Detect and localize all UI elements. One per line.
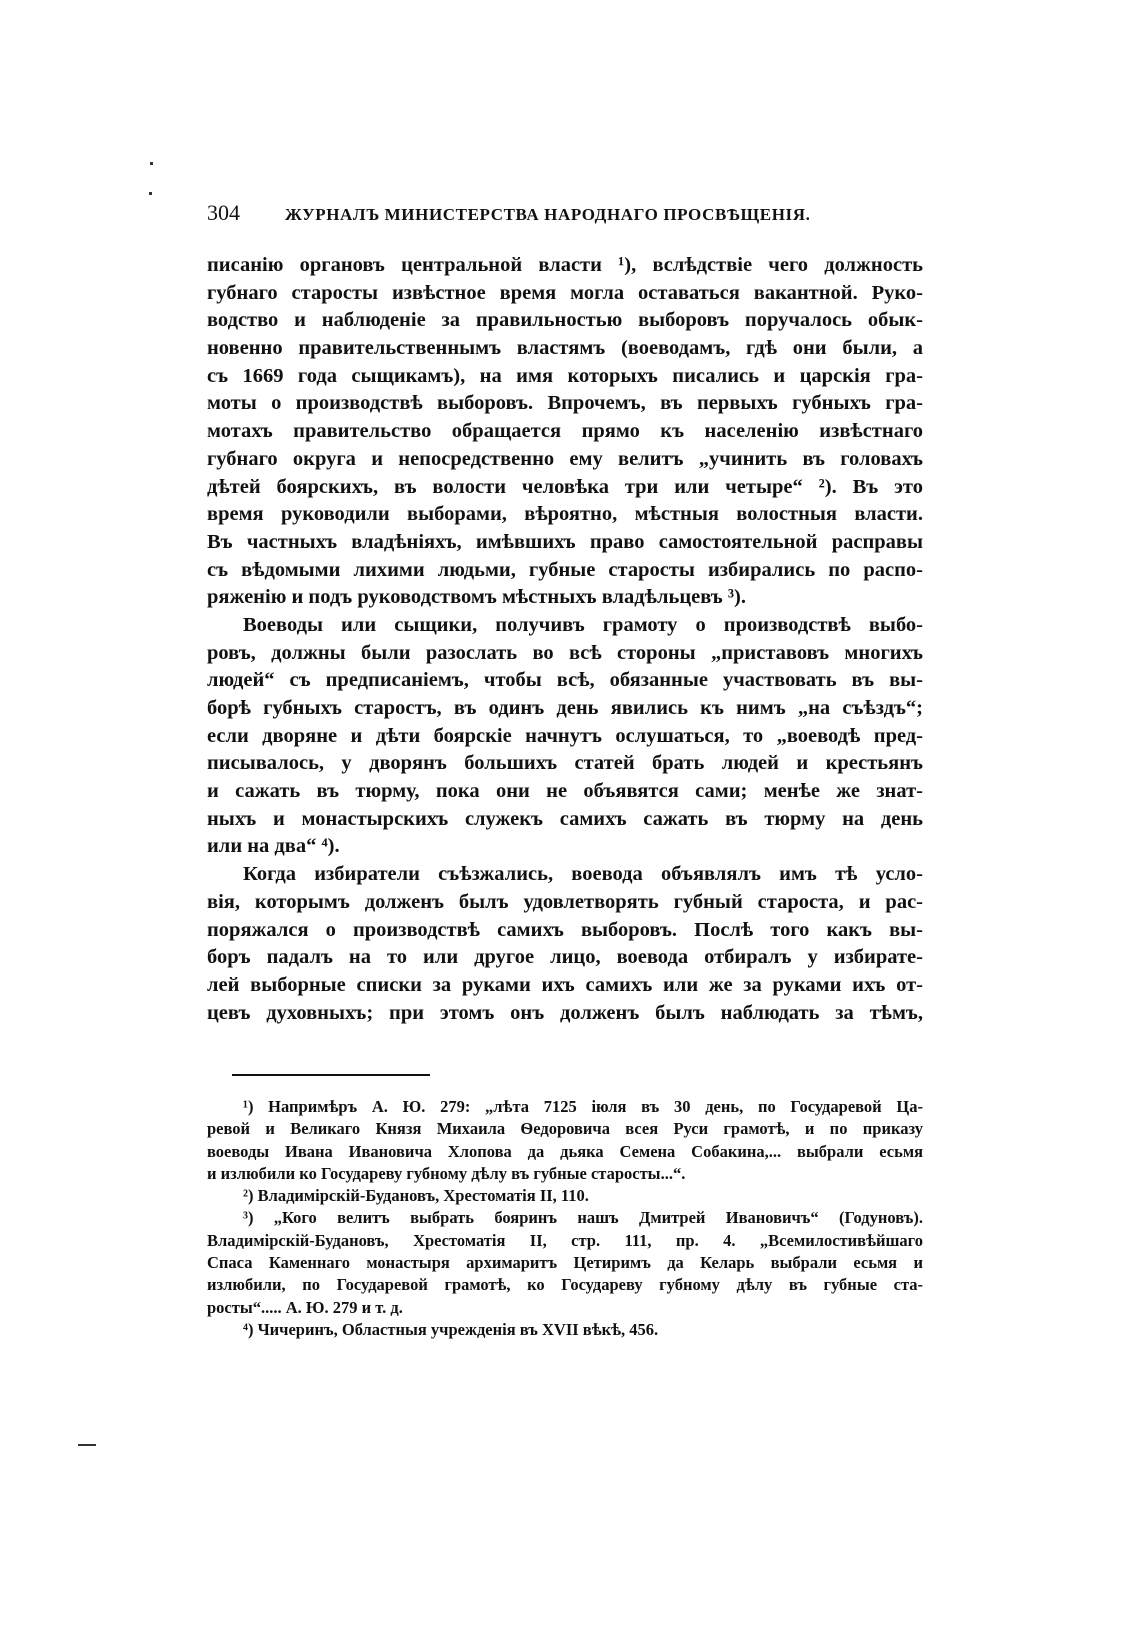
body-line: если дворяне и дѣти боярскіе начнутъ ослушаться, то „воеводѣ пред- <box>207 724 923 747</box>
body-line: или на два“ ⁴). <box>207 835 340 858</box>
footnotes <box>207 1096 923 1341</box>
footnote-divider <box>232 1074 430 1076</box>
body-line: Воеводы или сыщики, получивъ грамоту о производствѣ выбо- <box>243 613 923 636</box>
body-line: и сажать въ тюрму, пока они не объявятся сами; менѣе же знат- <box>207 780 923 803</box>
body-line: губнаго округа и непосредственно ему велитъ „учинить въ головахъ <box>207 447 923 470</box>
body-line: дѣтей боярскихъ, въ волости человѣка три или четыре“ ²). Въ это <box>207 475 923 498</box>
body-line: боръ падалъ на то или другое лицо, воевода отбиралъ у избирате- <box>207 946 923 969</box>
body-line: писывалось, у дворянъ большихъ статей брать людей и крестьянъ <box>207 752 923 775</box>
footnote-line: излюбили, по Государевой грамотѣ, ко Государеву губному дѣлу въ губные ста- <box>207 1275 923 1295</box>
footnote-line: ревой и Великаго Князя Михаила Ѳедоровича всея Руси грамотѣ, и по приказу <box>207 1119 923 1139</box>
body-line: губнаго старосты извѣстное время могла оставаться вакантной. Руко- <box>207 281 923 304</box>
body-line: цевъ духовныхъ; при этомъ онъ долженъ былъ наблюдать за тѣмъ, <box>207 1001 923 1024</box>
body-line: время руководили выборами, вѣроятно, мѣстныя волостныя власти. <box>207 503 923 526</box>
body-line: водство и наблюденіе за правильностью выборовъ поручалось обык- <box>207 309 923 332</box>
footnote-line: ⁴) Чичеринъ, Областныя учрежденія въ XVII вѣкѣ, 456. <box>243 1319 659 1339</box>
scan-speck <box>78 1444 96 1446</box>
body-line: поряжался о производствѣ самихъ выборовъ. Послѣ того какъ вы- <box>207 918 923 941</box>
body-line: людей“ съ предписаніемъ, чтобы всѣ, обязанные участвовать въ вы- <box>207 669 923 692</box>
footnote-line: и излюбили ко Государеву губному дѣлу въ губные старосты...“. <box>207 1163 686 1183</box>
body-line: моты о производствѣ выборовъ. Впрочемъ, въ первыхъ губныхъ гра- <box>207 392 923 415</box>
page-number: 304 <box>207 200 240 225</box>
running-title: ЖУРНАЛЪ МИНИСТЕРСТВА НАРОДНАГО ПРОСВѢЩЕНІЯ. <box>285 205 811 224</box>
body-line: ныхъ и монастырскихъ служекъ самихъ сажать въ тюрму на день <box>207 807 923 830</box>
body-line: вія, которымъ долженъ былъ удовлетворять губный староста, и рас- <box>207 890 923 913</box>
body-line: писанію органовъ центральной власти ¹), вслѣдствіе чего должность <box>207 254 923 276</box>
footnote-line: росты“..... А. Ю. 279 и т. д. <box>207 1297 403 1317</box>
body-line: новенно правительственнымъ властямъ (воеводамъ, гдѣ они были, а <box>207 337 923 360</box>
footnote-line: Владимірскій-Будановъ, Хрестоматія II, стр. 111, пр. 4. „Всемилостивѣйшаго <box>207 1230 923 1250</box>
body-line: съ вѣдомыми лихими людьми, губные старосты избирались по распо- <box>207 558 923 581</box>
running-header <box>207 200 857 230</box>
body-line: съ 1669 года сыщикамъ), на имя которыхъ писались и царскія гра- <box>207 364 923 387</box>
body-line: Когда избиратели съѣзжались, воевода объявлялъ имъ тѣ усло- <box>243 863 923 886</box>
footnote-line: Спаса Каменнаго монастыря архимаритъ Цетиримъ да Келарь выбрали есьмя и <box>207 1253 923 1273</box>
body-line: Въ частныхъ владѣніяхъ, имѣвшихъ право самостоятельной расправы <box>207 530 923 553</box>
footnote-line: ³) „Кого велитъ выбрать бояринъ нашъ Дмитрей Ивановичъ“ (Годуновъ). <box>243 1208 923 1228</box>
scan-speck <box>149 192 152 195</box>
body-line: мотахъ правительство обращается прямо къ населенію извѣстнаго <box>207 420 923 443</box>
body-line: ровъ, должны были разослать во всѣ стороны „приставовъ многихъ <box>207 641 923 664</box>
scan-speck <box>150 162 153 165</box>
body-text <box>207 252 923 1027</box>
footnote-line: воеводы Ивана Ивановича Хлопова да дьяка Семена Собакина,... выбрали есьмя <box>207 1141 923 1161</box>
body-line: ряженію и подъ руководствомъ мѣстныхъ владѣльцевъ ³). <box>207 586 746 609</box>
footnote-line: ¹) Напримѣръ А. Ю. 279: „лѣта 7125 іюля въ 30 день, по Государевой Ца- <box>243 1097 923 1116</box>
body-line: лей выборные списки за руками ихъ самихъ или же за руками ихъ от- <box>207 973 923 996</box>
footnote-line: ²) Владимірскій-Будановъ, Хрестоматія II, 110. <box>243 1186 589 1206</box>
body-line: борѣ губныхъ старостъ, въ одинъ день явились къ нимъ „на съѣздъ“; <box>207 697 923 719</box>
